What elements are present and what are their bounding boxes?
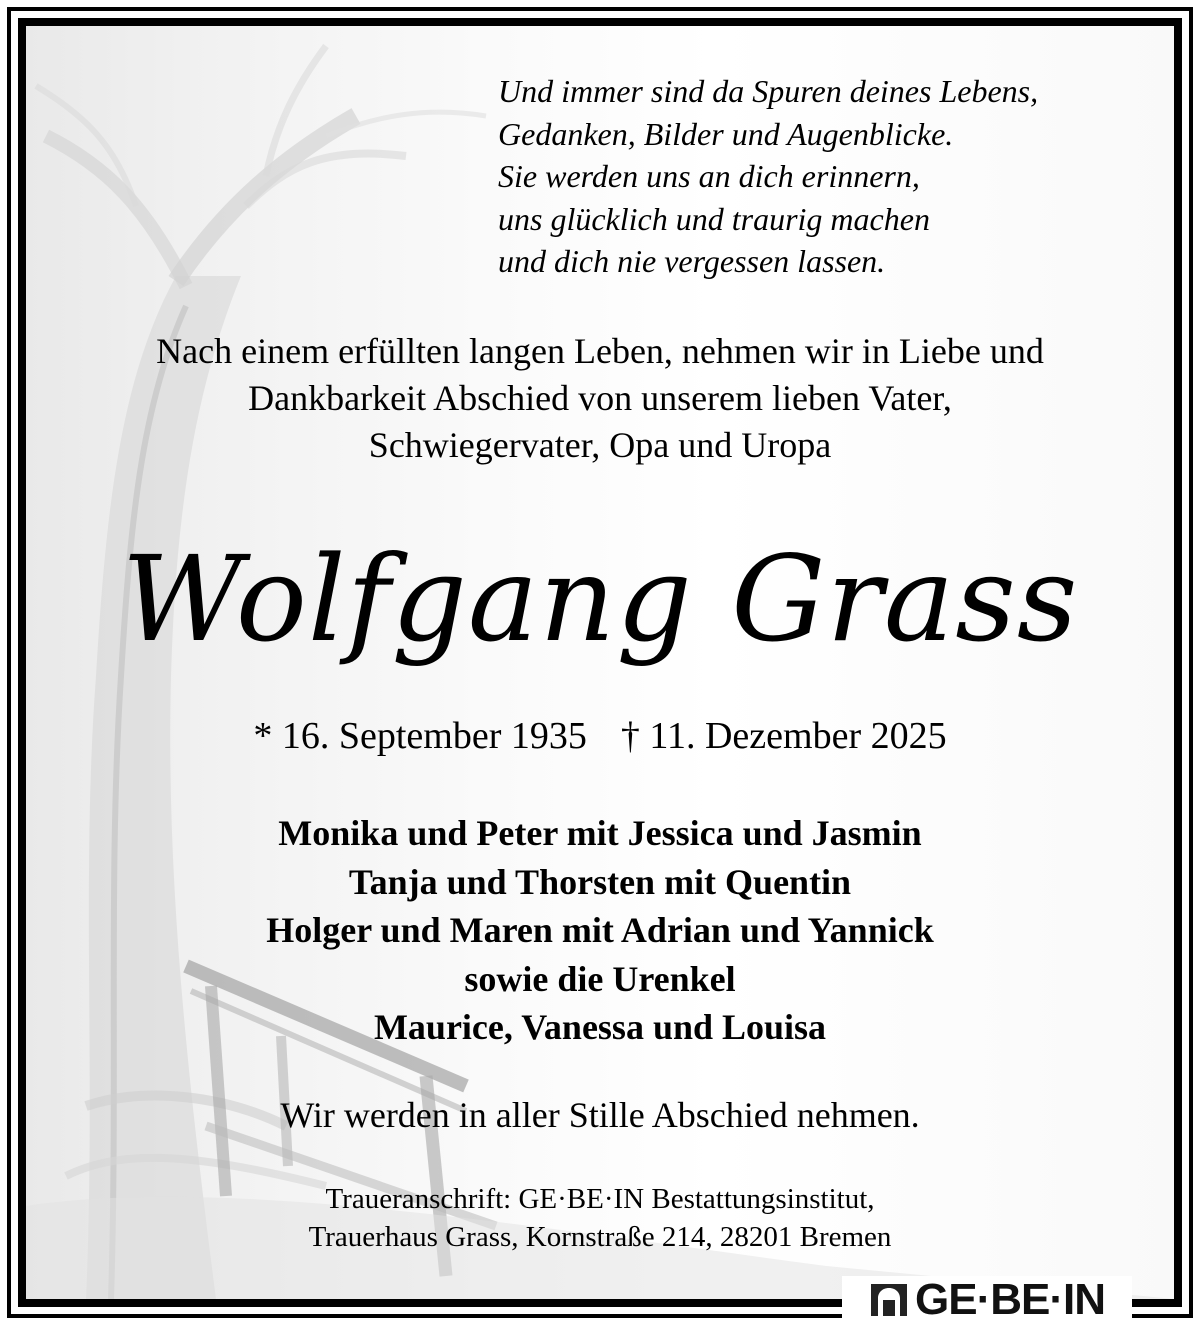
poem-line: Sie werden uns an dich erinnern,: [498, 158, 920, 194]
family-line: Tanja und Thorsten mit Quentin: [348, 861, 852, 902]
family-line: Holger und Maren mit Adrian und Yannick: [266, 910, 934, 950]
birth-date: * 16. September 1935: [253, 715, 587, 757]
gebein-logo-icon: [869, 1280, 909, 1320]
family-line: Maurice, Vanessa und Louisa: [373, 1007, 827, 1047]
family-line: Monika und Peter mit Jessica und Jasmin: [278, 813, 922, 853]
mourning-address: [26, 1180, 1174, 1256]
logo-text: GE·BE·IN: [915, 1275, 1105, 1324]
notice-content: [26, 26, 1174, 1299]
closing-statement: Wir werden in aller Stille Abschied nehmen.: [280, 1095, 920, 1135]
memorial-poem: [498, 70, 1038, 283]
poem-line: uns glücklich und traurig machen: [498, 200, 930, 237]
address-line: Trauerhaus Grass, Kornstraße 214, 28201 Bremen: [308, 1221, 892, 1253]
life-dates: [26, 714, 1174, 758]
death-date: † 11. Dezember 2025: [620, 715, 947, 757]
deceased-name: Wolfgang Grass: [121, 530, 1079, 668]
intro-line: Schwiegervater, Opa und Uropa: [368, 425, 832, 465]
poem-line: Gedanken, Bilder und Augenblicke.: [498, 115, 954, 152]
address-line: Traueranschrift: GE·BE·IN Bestattungsinstitut,: [325, 1183, 875, 1215]
family-line: sowie die Urenkel: [464, 958, 736, 999]
gebein-logo: [842, 1276, 1132, 1324]
intro-line: Dankbarkeit Abschied von unserem lieben Vater,: [248, 378, 952, 418]
poem-line: Und immer sind da Spuren deines Lebens,: [498, 73, 1039, 109]
family-members: [26, 809, 1174, 1052]
intro-line: Nach einem erfüllten langen Leben, nehmen wir in Liebe und: [156, 331, 1044, 371]
intro-text: [26, 328, 1174, 469]
poem-line: und dich nie vergessen lassen.: [498, 243, 886, 279]
